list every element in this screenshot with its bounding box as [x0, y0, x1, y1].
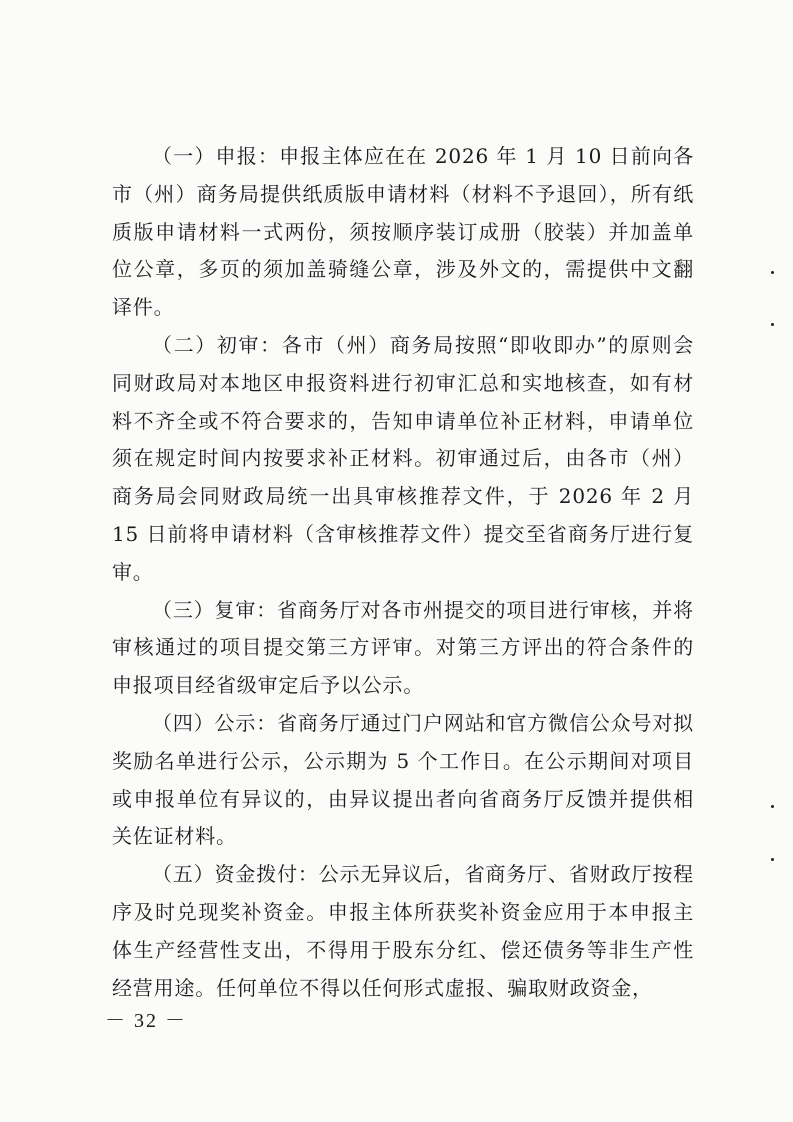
- scan-dot: [771, 323, 774, 326]
- paragraph-second-review: （三）复审：省商务厅对各市州提交的项目进行审核，并将审核通过的项目提交第三方评审。对第三方评出的符合条件的申报项目经省级审定后予以公示。: [112, 597, 694, 698]
- body-text: [112, 138, 694, 1007]
- scan-dot: [771, 858, 774, 861]
- paragraph-publicity: （四）公示：省商务厅通过门户网站和官方微信公众号对拟奖励名单进行公示，公示期为 5 个工作日。在公示期间对项目或申报单位有异议的，由异议提出者向省商务厅反馈并提供相关佐证材料。: [112, 710, 694, 849]
- scan-dot: [771, 271, 774, 274]
- scan-dot: [771, 805, 774, 808]
- page-number: － 32 －: [105, 1010, 187, 1032]
- paragraph-application: （一）申报：申报主体应在在 2026 年 1 月 10 日前向各市（州）商务局提供纸质版申请材料（材料不予退回），所有纸质版申请材料一式两份，须按顺序装订成册（胶装）并加盖单位公章，多页的须加盖骑缝公章，涉及外文的，需提供中文翻译件。: [112, 144, 694, 320]
- paragraph-fund-disbursement: （五）资金拨付：公示无异议后，省商务厅、省财政厅按程序及时兑现奖补资金。申报主体所获奖补资金应用于本申报主体生产经营性支出，不得用于股东分红、偿还债务等非生产性经营用途。任何单位不得以任何形式虚报、骗取财政资金，: [112, 862, 694, 1000]
- paragraph-initial-review: （二）初审：各市（州）商务局按照“即收即办”的原则会同财政局对本地区申报资料进行初审汇总和实地核查，如有材料不齐全或不符合要求的，告知申请单位补正材料，申请单位须在规定时间内按要求补正材料。初审通过后，由各市（州）商务局会同财政局统一出具审核推荐文件，于 2026 年 2 月 15 日前将申请材料（含审核推荐文件）提交至省商务厅进行复审。: [112, 332, 694, 584]
